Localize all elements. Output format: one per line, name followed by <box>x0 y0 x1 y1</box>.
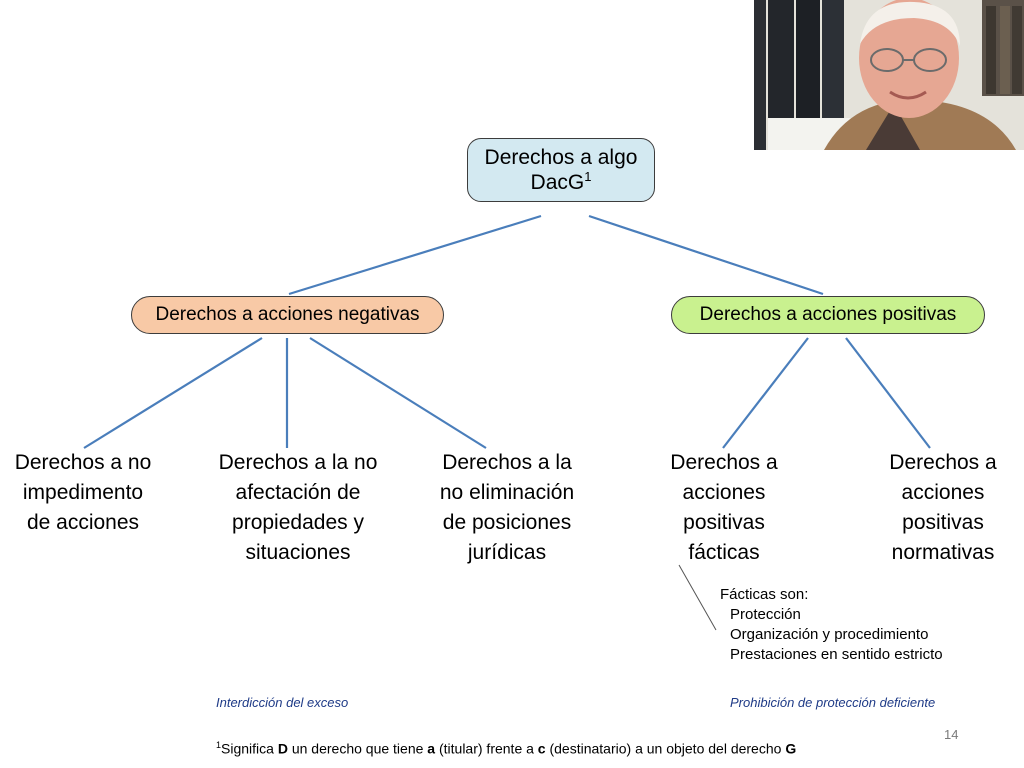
leaf-line: jurídicas <box>467 541 547 564</box>
leaf-line: de acciones <box>26 511 140 534</box>
facticas-callout <box>720 585 943 665</box>
node-acciones-negativas <box>131 296 444 334</box>
leaf-no-eliminacion <box>418 448 596 568</box>
root-line-1: Derechos a algo <box>484 146 638 169</box>
node-acciones-positivas-label: Derechos a acciones positivas <box>699 304 957 325</box>
footnote-text <box>221 741 796 757</box>
connector-negative-leaf-1 <box>84 338 262 448</box>
leaf-line: propiedades y <box>232 511 364 534</box>
leaf-line: no eliminación <box>439 481 575 504</box>
node-acciones-positivas <box>671 296 985 334</box>
leaf-line: positivas <box>683 511 765 534</box>
footnote-bold-term: G <box>785 740 797 757</box>
caption-interdiccion: Interdicción del exceso <box>216 695 349 710</box>
facticas-item: Prestaciones en sentido estricto <box>730 646 943 663</box>
footnote-bold-term: D <box>277 740 288 757</box>
facticas-item: Organización y procedimiento <box>730 626 929 643</box>
leaf-line: acciones <box>901 481 985 504</box>
connector-root-negative <box>289 216 541 294</box>
leaf-line: positivas <box>902 511 984 534</box>
facticas-item: Protección <box>730 606 801 623</box>
footnote-bold-term: a <box>427 740 436 757</box>
caption-prohibicion: Prohibición de protección deficiente <box>730 695 936 710</box>
footnote-run: (destinatario) a un objeto del derecho <box>545 740 786 757</box>
leaf-line: normativas <box>891 541 995 564</box>
root-footnote-marker: 1 <box>584 169 592 184</box>
connector-positive-leaf-2 <box>846 338 930 448</box>
leaf-line: de posiciones <box>442 511 572 534</box>
leaf-line: acciones <box>682 481 766 504</box>
footnote-run: (titular) frente a <box>435 740 538 757</box>
leaf-line: Derechos a <box>889 451 997 474</box>
leaf-positivas-facticas <box>648 448 800 568</box>
leaf-line: afectación de <box>235 481 361 504</box>
leaf-no-afectacion <box>206 448 390 568</box>
leaf-line: situaciones <box>245 541 351 564</box>
leaf-no-impedimento <box>4 448 162 538</box>
connector-positive-leaf-1 <box>723 338 808 448</box>
leaf-line: fácticas <box>688 541 760 564</box>
leaf-line: Derechos a <box>670 451 778 474</box>
connector-negative-leaf-3 <box>310 338 486 448</box>
leaf-line: Derechos a la <box>442 451 572 474</box>
footnote-run: un derecho que tiene <box>287 740 428 757</box>
node-derechos-a-algo <box>467 138 655 202</box>
footnote-marker: 1 <box>216 740 222 750</box>
root-line-2-text: DacG <box>530 171 585 194</box>
author-photo <box>754 0 1024 150</box>
leaf-line: Derechos a no <box>14 451 152 474</box>
page-number: 14 <box>944 727 959 742</box>
footnote-run: Significa <box>221 740 278 757</box>
connector-root-positive <box>589 216 823 294</box>
root-line-2 <box>531 170 592 195</box>
footnote-bold-term: c <box>537 740 546 757</box>
callout-pointer <box>679 565 716 630</box>
leaf-line: Derechos a la no <box>218 451 378 474</box>
footnote <box>216 740 796 757</box>
leaf-line: impedimento <box>22 481 144 504</box>
facticas-title: Fácticas son: <box>720 586 809 603</box>
leaf-positivas-normativas <box>866 448 1020 568</box>
node-acciones-negativas-label: Derechos a acciones negativas <box>155 304 420 325</box>
